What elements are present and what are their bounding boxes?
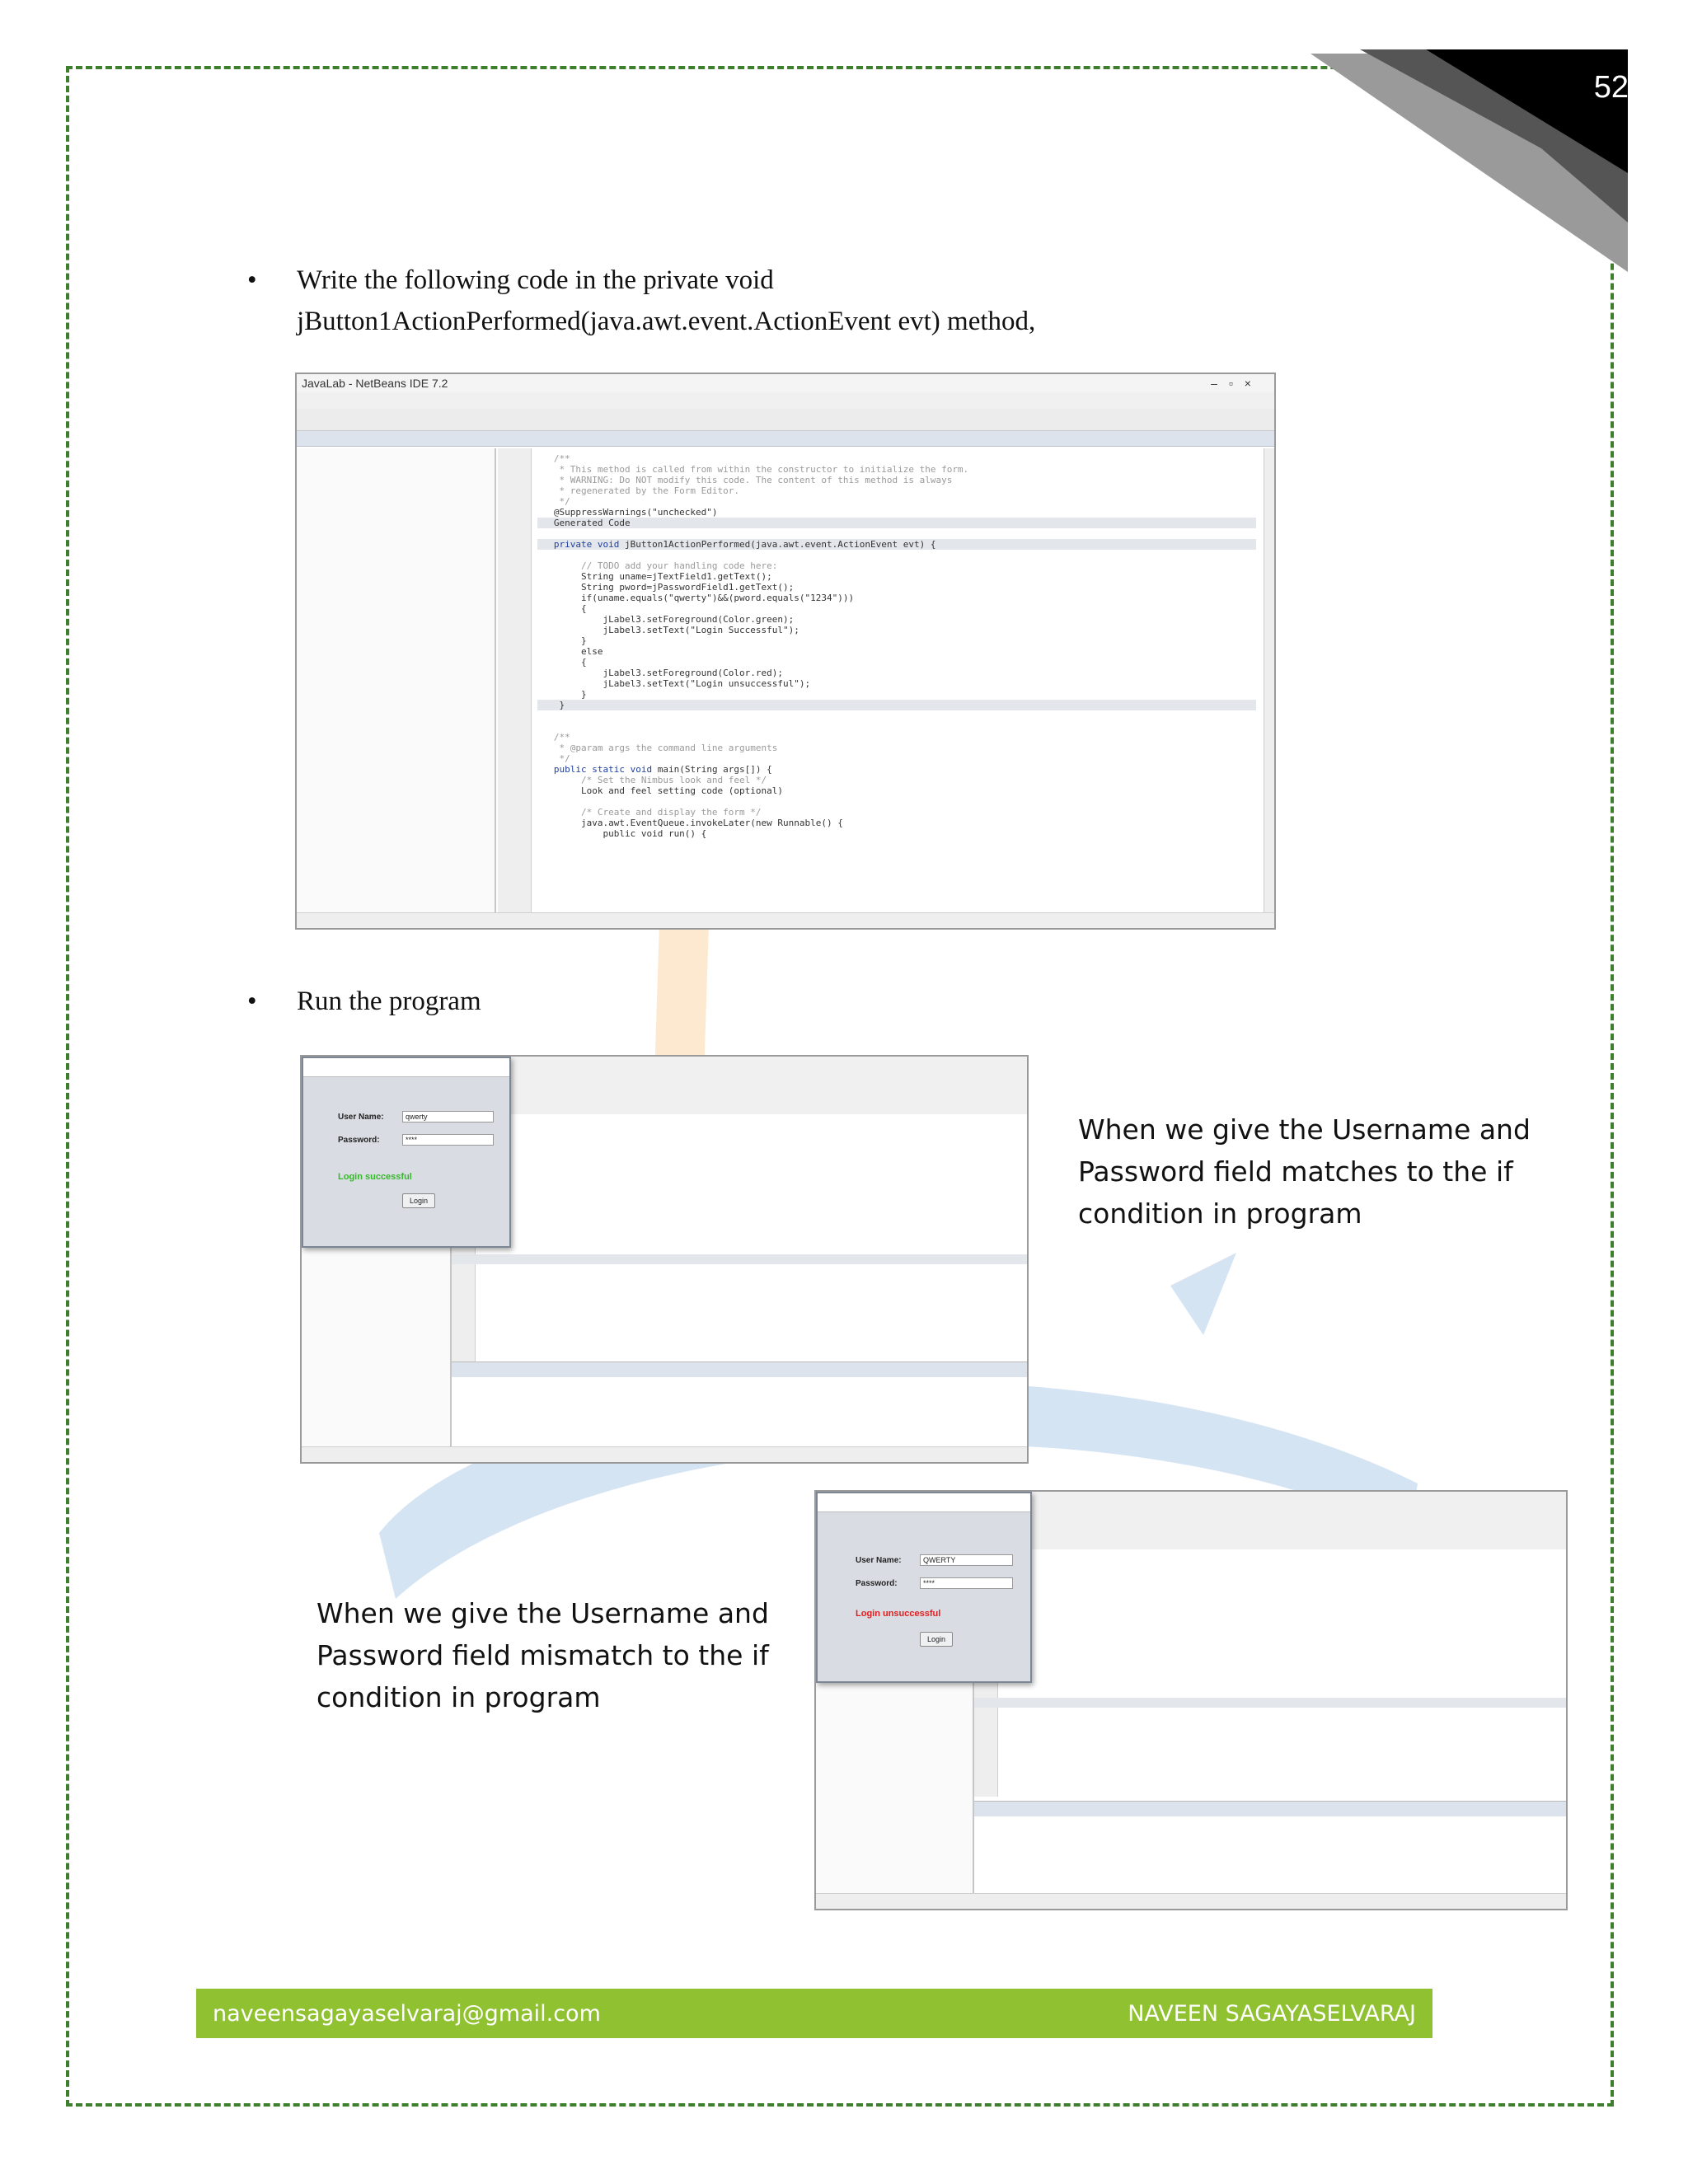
ide-status-bar (297, 912, 1274, 928)
run-success-screenshot (300, 1055, 1029, 1464)
username-label: User Name: (338, 1113, 384, 1122)
login-status-message: Login successful (338, 1172, 412, 1182)
output-tab (973, 1801, 1566, 1816)
editor-scrollbar (1264, 448, 1274, 913)
footer-email: naveensagayaselvaraj@gmail.com (213, 2000, 601, 2027)
line-number-gutter (498, 448, 532, 913)
output-tab (450, 1361, 1027, 1377)
username-field[interactable]: qwerty (402, 1111, 494, 1122)
code-editor (498, 448, 1264, 913)
navigator-pane (297, 448, 496, 913)
password-field[interactable]: **** (920, 1577, 1013, 1589)
ide-title: JavaLab - NetBeans IDE 7.2 (302, 377, 448, 390)
ide-menu-bar (297, 392, 1274, 409)
footer-author: NAVEEN SAGAYASELVARAJ (1128, 2000, 1416, 2027)
ide-title-bar (297, 374, 1274, 392)
ide-background-toolbar (450, 1057, 1027, 1115)
ide-background-toolbar (973, 1492, 1566, 1550)
ide-screenshot (295, 373, 1276, 930)
step-text: Run the program (297, 987, 481, 1016)
ide-background-editor (973, 1549, 1566, 1797)
login-title-bar (303, 1058, 509, 1077)
page-number: 52 (1593, 70, 1629, 105)
ide-status-bar (816, 1893, 1566, 1909)
ide-toolbar (297, 409, 1274, 431)
step-write-code (247, 260, 1036, 342)
code-text: /** * This method is called from within the constructor to initialize the form. * WARNING: Do NOT modify this code. The content of this method is always * regenerated by the Form Editor. */ @SuppressWarnings("unchecked") Generated Code private void jButton1ActionPerformed(java.awt.event.ActionEvent evt) { // TODO add your handling code here: String uname=jTextField1.getText(); String pword=jPasswordField1.getText(); if(uname.equals("qwerty")&&(pword.equals("1234"))) { jLabel3.setForeground(Color.green); jLabel3.setText("Login Successful"); } else { jLabel3.setForeground(Color.red); jLabel3.setText("Login unsuccessful"); } } /** * @param args the command line arguments */ public static void main(String args[]) { /* Set the Nimbus look and feel */ Look and feel setting code (optional) /* Create and display the form */ java.awt.EventQueue.invokeLater(new Runnable() { public void run() { (537, 453, 1256, 839)
page-footer (196, 1989, 1432, 2038)
login-title-bar (818, 1493, 1030, 1512)
username-field[interactable]: QWERTY (920, 1554, 1013, 1566)
caption-line1: When we give the Username and (316, 1597, 769, 1629)
caption-line3: condition in program (1078, 1197, 1362, 1230)
login-button[interactable]: Login (402, 1193, 435, 1208)
bullet-icon: • (247, 265, 257, 295)
caption-line1: When we give the Username and (1078, 1113, 1531, 1146)
step-text-line1: Write the following code in the private void (297, 265, 774, 295)
caption-mismatch (316, 1592, 769, 1718)
ide-background-editor (450, 1114, 1027, 1361)
bullet-icon: • (247, 987, 257, 1016)
ide-tab-strip (297, 431, 1274, 447)
login-status-message: Login unsuccessful (856, 1609, 941, 1619)
highlight-line (973, 1698, 1566, 1708)
ide-status-bar (302, 1446, 1027, 1462)
caption-line2: Password field mismatch to the if (316, 1639, 769, 1671)
login-window-success (302, 1057, 511, 1248)
step-run-program (247, 981, 481, 1022)
ide-body (297, 448, 1274, 928)
caption-match (1078, 1108, 1531, 1235)
caption-line3: condition in program (316, 1681, 601, 1713)
password-label: Password: (338, 1136, 380, 1145)
caption-line2: Password field matches to the if (1078, 1155, 1513, 1188)
highlight-line (450, 1254, 1027, 1264)
corner-decoration (1311, 49, 1628, 272)
step-text-line2: jButton1ActionPerformed(java.awt.event.ActionEvent evt) method, (297, 307, 1036, 336)
password-label: Password: (856, 1579, 898, 1588)
login-button[interactable]: Login (920, 1632, 953, 1647)
password-field[interactable]: **** (402, 1134, 494, 1146)
login-window-fail (816, 1492, 1032, 1683)
username-label: User Name: (856, 1556, 902, 1565)
run-fail-screenshot (814, 1490, 1568, 1910)
window-controls-icon: –▫× (1211, 377, 1263, 390)
